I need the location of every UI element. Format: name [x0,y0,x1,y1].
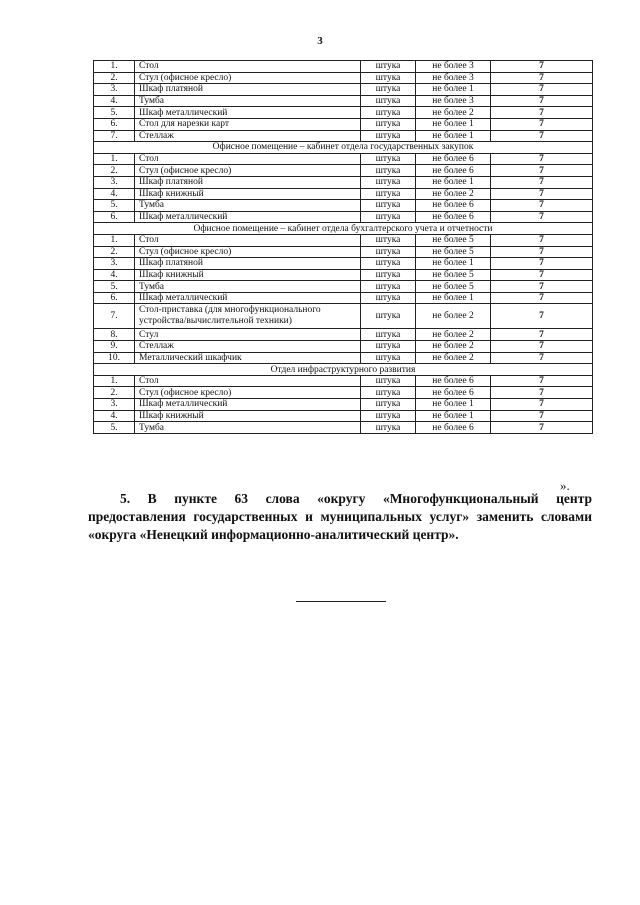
item-name: Стул (офисное кресло) [135,387,361,399]
row-number: 1. [94,375,135,387]
item-quantity: не более 6 [416,387,491,399]
item-quantity: не более 3 [416,72,491,84]
row-number: 6. [94,211,135,223]
item-unit: штука [361,95,416,107]
row-number: 7. [94,304,135,329]
item-service-years: 7 [491,165,593,177]
row-number: 1. [94,61,135,73]
row-number: 8. [94,329,135,341]
row-number: 9. [94,341,135,353]
item-quantity: не более 6 [416,165,491,177]
item-quantity: не более 1 [416,258,491,270]
item-quantity: не более 1 [416,399,491,411]
item-unit: штука [361,153,416,165]
table-row [94,84,593,96]
table-row [94,118,593,130]
amendment-paragraph: 5. В пункте 63 слова «округу «Многофункциональный центр предоставления государственных и муниципальных услуг» заменить словами «округа «Ненецкий информационно-аналитический центр». [88,491,592,542]
item-name: Металлический шкафчик [135,352,361,364]
table-row [94,375,593,387]
row-number: 3. [94,258,135,270]
item-service-years: 7 [491,341,593,353]
item-name: Шкаф металлический [135,292,361,304]
item-service-years: 7 [491,375,593,387]
item-unit: штука [361,130,416,142]
table-row [94,200,593,212]
item-name: Стол для нарезки карт [135,118,361,130]
item-name: Стол [135,61,361,73]
item-unit: штука [361,292,416,304]
item-name: Тумба [135,95,361,107]
section-header-row [94,142,593,154]
item-service-years: 7 [491,118,593,130]
row-number: 5. [94,200,135,212]
item-service-years: 7 [491,200,593,212]
item-quantity: не более 1 [416,118,491,130]
item-name: Стол [135,153,361,165]
item-name: Стул (офисное кресло) [135,165,361,177]
item-quantity: не более 5 [416,246,491,258]
section-title: Отдел инфраструктурного развития [94,364,593,376]
row-number: 4. [94,188,135,200]
item-quantity: не более 2 [416,304,491,329]
item-service-years: 7 [491,95,593,107]
item-service-years: 7 [491,153,593,165]
table-row [94,341,593,353]
item-service-years: 7 [491,410,593,422]
item-unit: штука [361,422,416,434]
item-unit: штука [361,375,416,387]
item-name: Шкаф платяной [135,84,361,96]
row-number: 2. [94,246,135,258]
item-service-years: 7 [491,269,593,281]
table-row [94,61,593,73]
item-quantity: не более 1 [416,130,491,142]
section-title: Офисное помещение – кабинет отдела бухгалтерского учета и отчетности [94,223,593,235]
table-row [94,399,593,411]
item-unit: штука [361,329,416,341]
table-row [94,304,593,329]
item-unit: штука [361,176,416,188]
item-unit: штука [361,246,416,258]
row-number: 6. [94,292,135,304]
item-name: Стол [135,375,361,387]
item-quantity: не более 3 [416,95,491,107]
table-row [94,234,593,246]
item-service-years: 7 [491,422,593,434]
item-name: Стол [135,234,361,246]
table-row [94,258,593,270]
item-name: Стеллаж [135,341,361,353]
table-row [94,352,593,364]
item-unit: штука [361,304,416,329]
item-service-years: 7 [491,176,593,188]
table-row [94,269,593,281]
item-name: Стул [135,329,361,341]
table-row [94,95,593,107]
row-number: 3. [94,399,135,411]
table-row [94,188,593,200]
table-row [94,165,593,177]
item-unit: штука [361,84,416,96]
table-row [94,410,593,422]
item-service-years: 7 [491,84,593,96]
item-quantity: не более 2 [416,107,491,119]
item-unit: штука [361,61,416,73]
item-name: Стул (офисное кресло) [135,246,361,258]
item-service-years: 7 [491,352,593,364]
row-number: 2. [94,165,135,177]
item-name: Стул (офисное кресло) [135,72,361,84]
row-number: 5. [94,107,135,119]
row-number: 4. [94,410,135,422]
table-row [94,387,593,399]
section-title: Офисное помещение – кабинет отдела государственных закупок [94,142,593,154]
table-row [94,211,593,223]
item-unit: штука [361,234,416,246]
table-row [94,422,593,434]
item-service-years: 7 [491,211,593,223]
row-number: 3. [94,84,135,96]
item-service-years: 7 [491,399,593,411]
row-number: 7. [94,130,135,142]
row-number: 2. [94,387,135,399]
item-name: Шкаф металлический [135,107,361,119]
item-quantity: не более 6 [416,422,491,434]
item-quantity: не более 5 [416,281,491,293]
item-name: Шкаф металлический [135,211,361,223]
item-service-years: 7 [491,304,593,329]
table-row [94,292,593,304]
item-unit: штука [361,399,416,411]
item-quantity: не более 6 [416,153,491,165]
row-number: 4. [94,269,135,281]
item-quantity: не более 6 [416,200,491,212]
item-quantity: не более 1 [416,410,491,422]
item-quantity: не более 2 [416,329,491,341]
row-number: 5. [94,281,135,293]
item-quantity: не более 6 [416,211,491,223]
item-unit: штука [361,72,416,84]
item-quantity: не более 3 [416,61,491,73]
item-unit: штука [361,387,416,399]
table-row [94,72,593,84]
item-name: Тумба [135,422,361,434]
item-name: Тумба [135,200,361,212]
item-unit: штука [361,107,416,119]
table-row [94,281,593,293]
item-service-years: 7 [491,107,593,119]
item-service-years: 7 [491,234,593,246]
table-row [94,176,593,188]
item-quantity: не более 2 [416,188,491,200]
item-unit: штука [361,341,416,353]
divider-line [296,601,386,602]
row-number: 5. [94,422,135,434]
closing-quote: ». [560,478,570,493]
item-unit: штука [361,269,416,281]
table-row [94,246,593,258]
item-name: Стеллаж [135,130,361,142]
item-name: Шкаф металлический [135,399,361,411]
item-quantity: не более 2 [416,341,491,353]
item-unit: штука [361,258,416,270]
item-name: Шкаф платяной [135,176,361,188]
page-number: 3 [317,35,323,47]
item-quantity: не более 1 [416,292,491,304]
item-quantity: не более 6 [416,375,491,387]
table-row [94,153,593,165]
item-unit: штука [361,118,416,130]
item-quantity: не более 5 [416,234,491,246]
item-unit: штука [361,352,416,364]
item-unit: штука [361,281,416,293]
item-service-years: 7 [491,246,593,258]
item-name: Шкаф книжный [135,188,361,200]
table-row [94,130,593,142]
item-service-years: 7 [491,130,593,142]
item-name: Шкаф книжный [135,410,361,422]
item-name: Шкаф книжный [135,269,361,281]
row-number: 10. [94,352,135,364]
furniture-table [93,60,593,434]
item-unit: штука [361,188,416,200]
item-unit: штука [361,410,416,422]
item-unit: штука [361,165,416,177]
item-service-years: 7 [491,387,593,399]
item-service-years: 7 [491,258,593,270]
item-quantity: не более 1 [416,176,491,188]
section-header-row [94,223,593,235]
item-service-years: 7 [491,281,593,293]
section-header-row [94,364,593,376]
item-service-years: 7 [491,292,593,304]
table-row [94,107,593,119]
item-quantity: не более 2 [416,352,491,364]
row-number: 2. [94,72,135,84]
item-name: Тумба [135,281,361,293]
item-unit: штука [361,211,416,223]
item-service-years: 7 [491,61,593,73]
item-quantity: не более 1 [416,84,491,96]
row-number: 1. [94,234,135,246]
table-row [94,329,593,341]
row-number: 1. [94,153,135,165]
item-service-years: 7 [491,72,593,84]
item-name: Шкаф платяной [135,258,361,270]
row-number: 4. [94,95,135,107]
item-service-years: 7 [491,329,593,341]
row-number: 3. [94,176,135,188]
item-unit: штука [361,200,416,212]
item-name: Стол-приставка (для многофункционального устройства/вычислительной техники) [135,304,361,329]
row-number: 6. [94,118,135,130]
item-service-years: 7 [491,188,593,200]
table-body [94,61,593,434]
item-quantity: не более 5 [416,269,491,281]
